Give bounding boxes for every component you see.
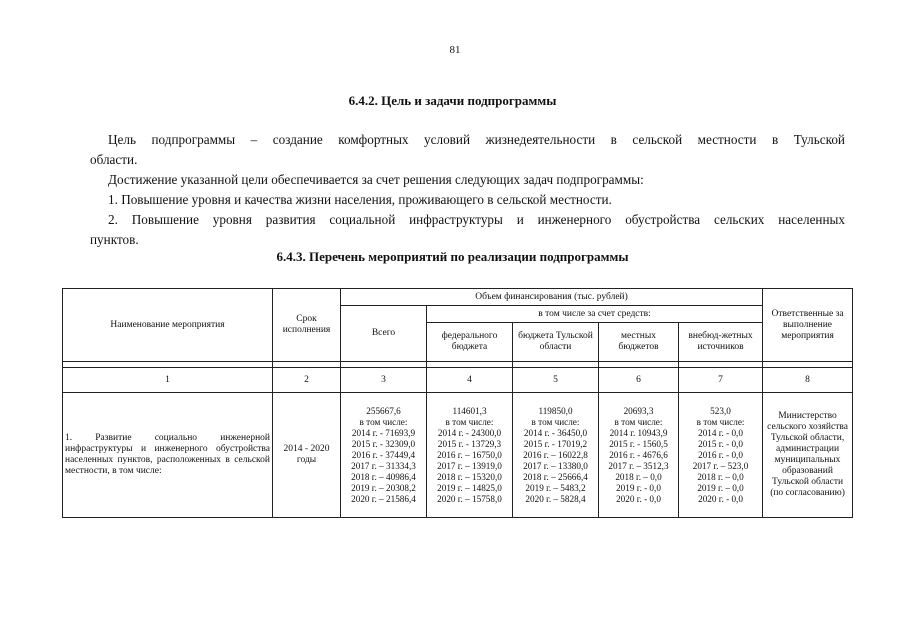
funding-local-2014: 2014 г. 10943,9	[609, 427, 668, 438]
funding-local-2015: 2015 г. - 1560,5	[609, 438, 668, 449]
funding-federal-2020: 2020 г. – 15758,0	[437, 493, 502, 504]
funding-extra-2014: 2014 г. - 0,0	[698, 427, 743, 438]
section-title-goal: 6.4.2. Цель и задачи подпрограммы	[348, 93, 557, 108]
funding-federal-cell	[427, 393, 513, 518]
funding-total-sum: 255667,6	[366, 405, 401, 416]
funding-federal-2016: 2016 г. – 16750,0	[437, 449, 502, 460]
funding-total-2017: 2017 г. – 31334,3	[351, 460, 416, 471]
tasks-intro: Достижение указанной цели обеспечивается за счет решения следующих задач подпрограммы:	[108, 172, 644, 187]
funding-total-2014: 2014 г. - 71693,9	[351, 427, 416, 438]
task-2-line1: 2. Повышение уровня развития социальной инфраструктуры и инженерного обустройства сельских населенных	[108, 212, 845, 227]
funding-regional-2019: 2019 г. – 5483,2	[525, 482, 586, 493]
column-number-row	[63, 368, 853, 393]
header-including-sources: в том числе за счет средств:	[427, 306, 763, 323]
page-number: 81	[449, 44, 461, 56]
funding-regional-2014: 2014 г. - 36450,0	[523, 427, 588, 438]
funding-federal-label: в том числе:	[445, 416, 494, 427]
goal-paragraph-line1: Цель подпрограммы – создание комфортных условий жизнедеятельности в сельской местности в Тульской	[108, 132, 845, 147]
funding-local-2016: 2016 г. - 4676,6	[609, 449, 668, 460]
funding-regional-2018: 2018 г. – 25666,4	[523, 471, 588, 482]
column-number: 5	[513, 368, 599, 393]
funding-federal-2019: 2019 г. – 14825,0	[437, 482, 502, 493]
header-extra: внебюд-жетных источников	[679, 323, 763, 362]
funding-total-2019: 2019 г. – 20308,2	[351, 482, 416, 493]
funding-regional-sum: 119850,0	[538, 405, 573, 416]
header-federal: федерального бюджета	[427, 323, 513, 362]
column-number: 8	[763, 368, 853, 393]
funding-extra-label: в том числе:	[696, 416, 745, 427]
funding-regional-2016: 2016 г. – 16022,8	[523, 449, 588, 460]
activity-name: 1. Развитие социально инженерной инфраструктуры и инженерного обустройства населенных пунктов, расположенных в сельской местности, в том числе:	[63, 393, 273, 518]
funding-local-2020: 2020 г. - 0,0	[616, 493, 661, 504]
header-funding: Объем финансирования (тыс. рублей)	[341, 289, 763, 306]
funding-extra-2017: 2017 г. – 523,0	[692, 460, 749, 471]
responsible-executors: Министерство сельского хозяйства Тульской области, администрации муниципальных образований Тульской области (по согласованию)	[763, 393, 853, 518]
funding-regional-2017: 2017 г. – 13380,0	[523, 460, 588, 471]
funding-total-2020: 2020 г. – 21586,4	[351, 493, 416, 504]
funding-local-cell	[599, 393, 679, 518]
funding-federal-sum: 114601,3	[452, 405, 487, 416]
header-responsible: Ответственные за выполнение мероприятия	[763, 289, 853, 362]
funding-total-label: в том числе:	[359, 416, 408, 427]
column-number: 4	[427, 368, 513, 393]
funding-regional-label: в том числе:	[531, 416, 580, 427]
funding-total-2016: 2016 г. - 37449,4	[351, 449, 416, 460]
funding-local-2019: 2019 г. - 0,0	[616, 482, 661, 493]
goal-paragraph-line2: области.	[90, 152, 138, 167]
funding-extra-sum: 523,0	[710, 405, 731, 416]
funding-extra-cell	[679, 393, 763, 518]
funding-extra-2019: 2019 г. – 0,0	[697, 482, 744, 493]
funding-local-label: в том числе:	[614, 416, 663, 427]
funding-regional-cell	[513, 393, 599, 518]
funding-federal-2014: 2014 г. - 24300,0	[437, 427, 502, 438]
header-name: Наименование мероприятия	[63, 289, 273, 362]
column-number: 7	[679, 368, 763, 393]
column-number: 1	[63, 368, 273, 393]
funding-local-2017: 2017 г. – 3512,3	[608, 460, 669, 471]
funding-total-cell	[341, 393, 427, 518]
header-regional: бюджета Тульской области	[513, 323, 599, 362]
funding-total-2015: 2015 г. - 32309,0	[351, 438, 416, 449]
column-number: 3	[341, 368, 427, 393]
activities-table	[62, 288, 853, 518]
header-term: Срок исполнения	[273, 289, 341, 362]
funding-federal-2015: 2015 г. - 13729,3	[437, 438, 502, 449]
task-1: 1. Повышение уровня и качества жизни населения, проживающего в сельской местности.	[108, 192, 612, 207]
funding-extra-2020: 2020 г. - 0,0	[698, 493, 743, 504]
column-number: 2	[273, 368, 341, 393]
funding-local-2018: 2018 г. – 0,0	[615, 471, 662, 482]
funding-extra-2018: 2018 г. – 0,0	[697, 471, 744, 482]
funding-federal-2018: 2018 г. – 15320,0	[437, 471, 502, 482]
funding-federal-2017: 2017 г. – 13919,0	[437, 460, 502, 471]
column-number: 6	[599, 368, 679, 393]
funding-regional-2015: 2015 г. - 17019,2	[523, 438, 588, 449]
header-total: Всего	[341, 306, 427, 362]
funding-extra-2015: 2015 г. - 0,0	[698, 438, 743, 449]
funding-regional-2020: 2020 г. – 5828,4	[525, 493, 586, 504]
header-local: местных бюджетов	[599, 323, 679, 362]
table-row	[63, 393, 853, 518]
funding-total-2018: 2018 г. – 40986,4	[351, 471, 416, 482]
funding-extra-2016: 2016 г. - 0,0	[698, 449, 743, 460]
activity-term: 2014 - 2020 годы	[273, 393, 341, 518]
task-2-line2: пунктов.	[90, 232, 139, 247]
section-title-activities: 6.4.3. Перечень мероприятий по реализации подпрограммы	[276, 249, 629, 264]
funding-local-sum: 20693,3	[623, 405, 654, 416]
